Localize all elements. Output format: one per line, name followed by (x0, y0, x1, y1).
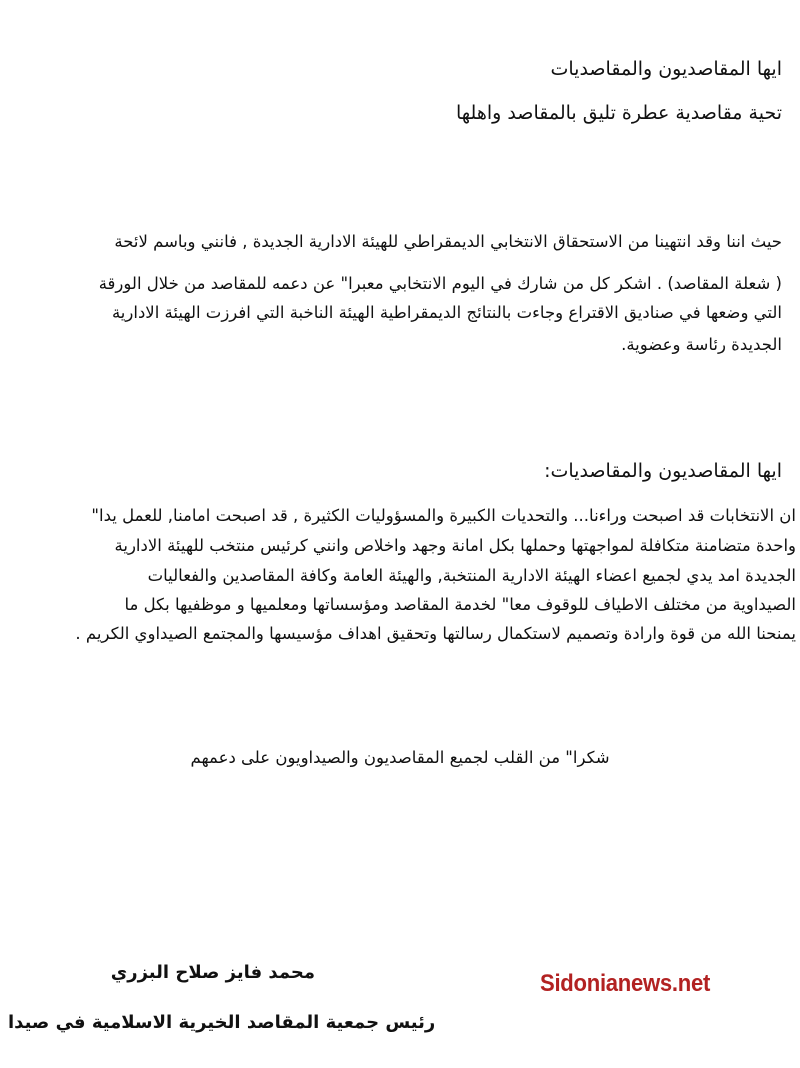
paragraph1-line-4: الجديدة رئاسة وعضوية. (621, 335, 782, 354)
paragraph2-line-3: الجديدة امد يدي لجميع اعضاء الهيئة الادارية المنتخبة, والهيئة العامة وكافة المقاصدين والفعاليات (147, 566, 796, 585)
greeting-line-1: ايها المقاصديون والمقاصديات (550, 58, 782, 80)
paragraph1-line-1: حيث اننا وقد انتهينا من الاستحقاق الانتخابي الديمقراطي للهيئة الادارية الجديدة , فانني وباسم لائحة (114, 232, 782, 251)
paragraph2-line-2: واحدة متضامنة متكافلة لمواجهتها وحملها بكل امانة وجهد واخلاص وانني كرئيس منتخب للهيئة الادارية (114, 536, 796, 555)
greeting-line-2: تحية مقاصدية عطرة تليق بالمقاصد واهلها (455, 102, 782, 124)
paragraph2-line-5: يمنحنا الله من قوة وارادة وتصميم لاستكمال رسالتها وتحقيق اهداف مؤسيسها والمجتمع الصيداوي الكريم . (75, 624, 796, 643)
signature-name: محمد فايز صلاح البزري (110, 962, 315, 983)
signature-title: رئيس جمعية المقاصد الخيرية الاسلامية في صيدا (8, 1012, 436, 1033)
address-heading: ايها المقاصديون والمقاصديات: (544, 460, 782, 482)
watermark-text: Sidonianews.net (540, 970, 711, 997)
paragraph2-line-1: ان الانتخابات قد اصبحت وراءنا... والتحديات الكبيرة والمسؤوليات الكثيرة , قد اصبحت امامنا, للعمل يدا" (91, 506, 796, 525)
paragraph1-line-3: التي وضعها في صناديق الاقتراع وجاءت بالنتائج الديمقراطية الهيئة الناخبة التي افرزت الهيئة الادارية (111, 303, 782, 322)
thanks-line: شكرا" من القلب لجميع المقاصديون والصيداويون على دعمهم (190, 748, 610, 767)
paragraph2-line-4: الصيداوية من مختلف الاطياف للوقوف معا" لخدمة المقاصد ومؤسساتها ومعلميها و موظفيها بكل ما (124, 595, 796, 614)
paragraph1-line-2: ( شعلة المقاصد) . اشكر كل من شارك في اليوم الانتخابي معبرا" عن دعمه للمقاصد من خلال الورقة (98, 274, 782, 293)
